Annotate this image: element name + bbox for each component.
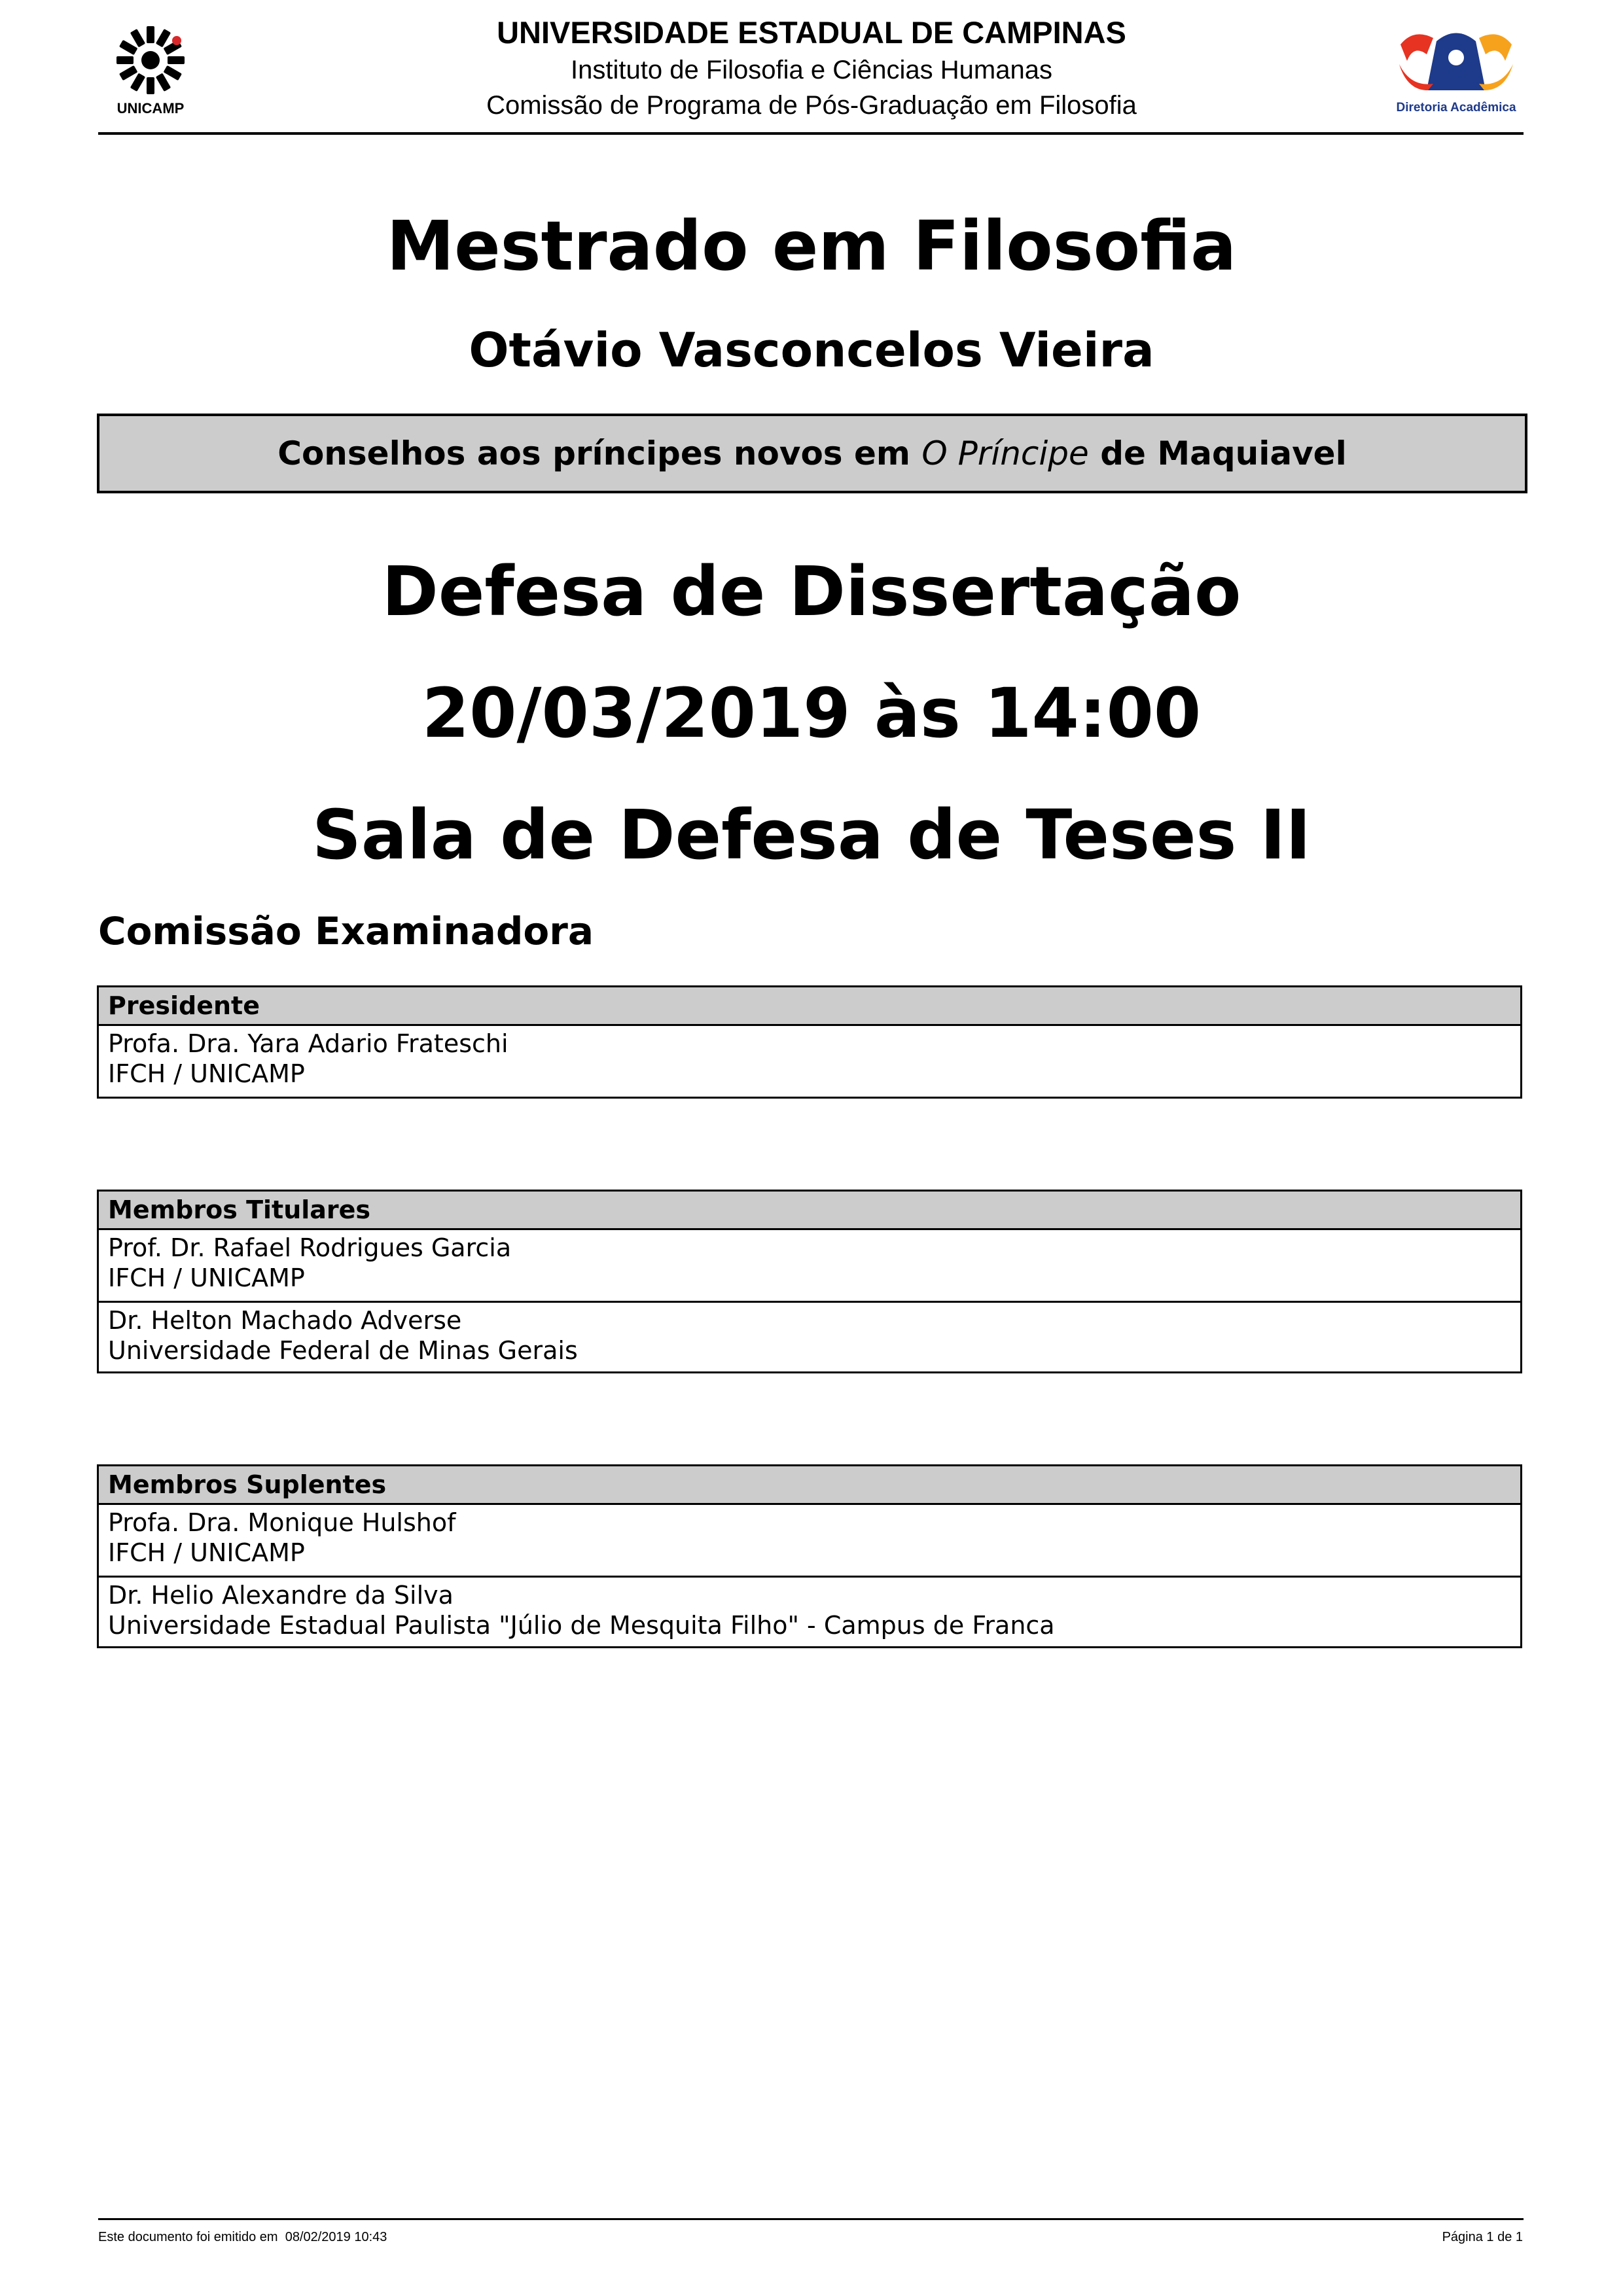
diretoria-academica-logo — [1387, 25, 1525, 123]
thesis-title-part-1: Conselhos aos príncipes novos em — [277, 434, 922, 472]
titulares-header: Membros Titulares — [99, 1192, 1520, 1230]
program-title: Mestrado em Filosofia — [386, 206, 1237, 286]
member-institution: IFCH / UNICAMP — [108, 1059, 305, 1088]
institute-name: Instituto de Filosofia e Ciências Humanas — [571, 56, 1052, 84]
member-institution: IFCH / UNICAMP — [108, 1538, 305, 1567]
thesis-title-italic: O Príncipe — [921, 434, 1089, 472]
member-name: Dr. Helio Alexandre da Silva — [108, 1581, 454, 1610]
unicamp-logo-text: UNICAMP — [116, 100, 185, 116]
titulares-table — [97, 1190, 1522, 1373]
footer-divider — [98, 2218, 1524, 2220]
header-divider — [98, 132, 1524, 135]
member-name: Profa. Dra. Monique Hulshof — [108, 1508, 456, 1537]
unicamp-logo — [105, 20, 203, 118]
member-name: Dr. Helton Machado Adverse — [108, 1306, 462, 1335]
president-table — [97, 985, 1522, 1099]
student-name: Otávio Vasconcelos Vieira — [469, 323, 1154, 378]
event-type: Defesa de Dissertação — [382, 552, 1241, 631]
table-row — [99, 1301, 1520, 1371]
page-number: Página 1 de 1 — [1442, 2230, 1523, 2244]
suplentes-header: Membros Suplentes — [99, 1466, 1520, 1505]
table-row — [99, 1230, 1520, 1301]
university-name: UNIVERSIDADE ESTADUAL DE CAMPINAS — [497, 15, 1126, 50]
event-room: Sala de Defesa de Teses II — [312, 795, 1311, 875]
president-header: Presidente — [99, 987, 1520, 1026]
table-row — [99, 1026, 1520, 1097]
thesis-title-part-2: de Maquiavel — [1088, 434, 1347, 472]
suplentes-table — [97, 1464, 1522, 1648]
thesis-title-box — [97, 414, 1527, 493]
event-datetime: 20/03/2019 às 14:00 — [421, 673, 1202, 753]
table-row — [99, 1576, 1520, 1646]
member-institution: IFCH / UNICAMP — [108, 1263, 305, 1292]
member-name: Profa. Dra. Yara Adario Frateschi — [108, 1029, 508, 1058]
commission-name: Comissão de Programa de Pós-Graduação em Filosofia — [486, 91, 1137, 120]
member-institution: Universidade Estadual Paulista "Júlio de Mesquita Filho" - Campus de Franca — [108, 1611, 1055, 1640]
diretoria-academica-logo-text: Diretoria Acadêmica — [1396, 101, 1516, 115]
committee-title: Comissão Examinadora — [98, 909, 594, 953]
table-row — [99, 1505, 1520, 1576]
member-institution: Universidade Federal de Minas Gerais — [108, 1336, 578, 1365]
member-name: Prof. Dr. Rafael Rodrigues Garcia — [108, 1233, 512, 1262]
issued-timestamp: Este documento foi emitido em 08/02/2019 10:43 — [98, 2230, 387, 2244]
thesis-title — [277, 434, 1346, 472]
